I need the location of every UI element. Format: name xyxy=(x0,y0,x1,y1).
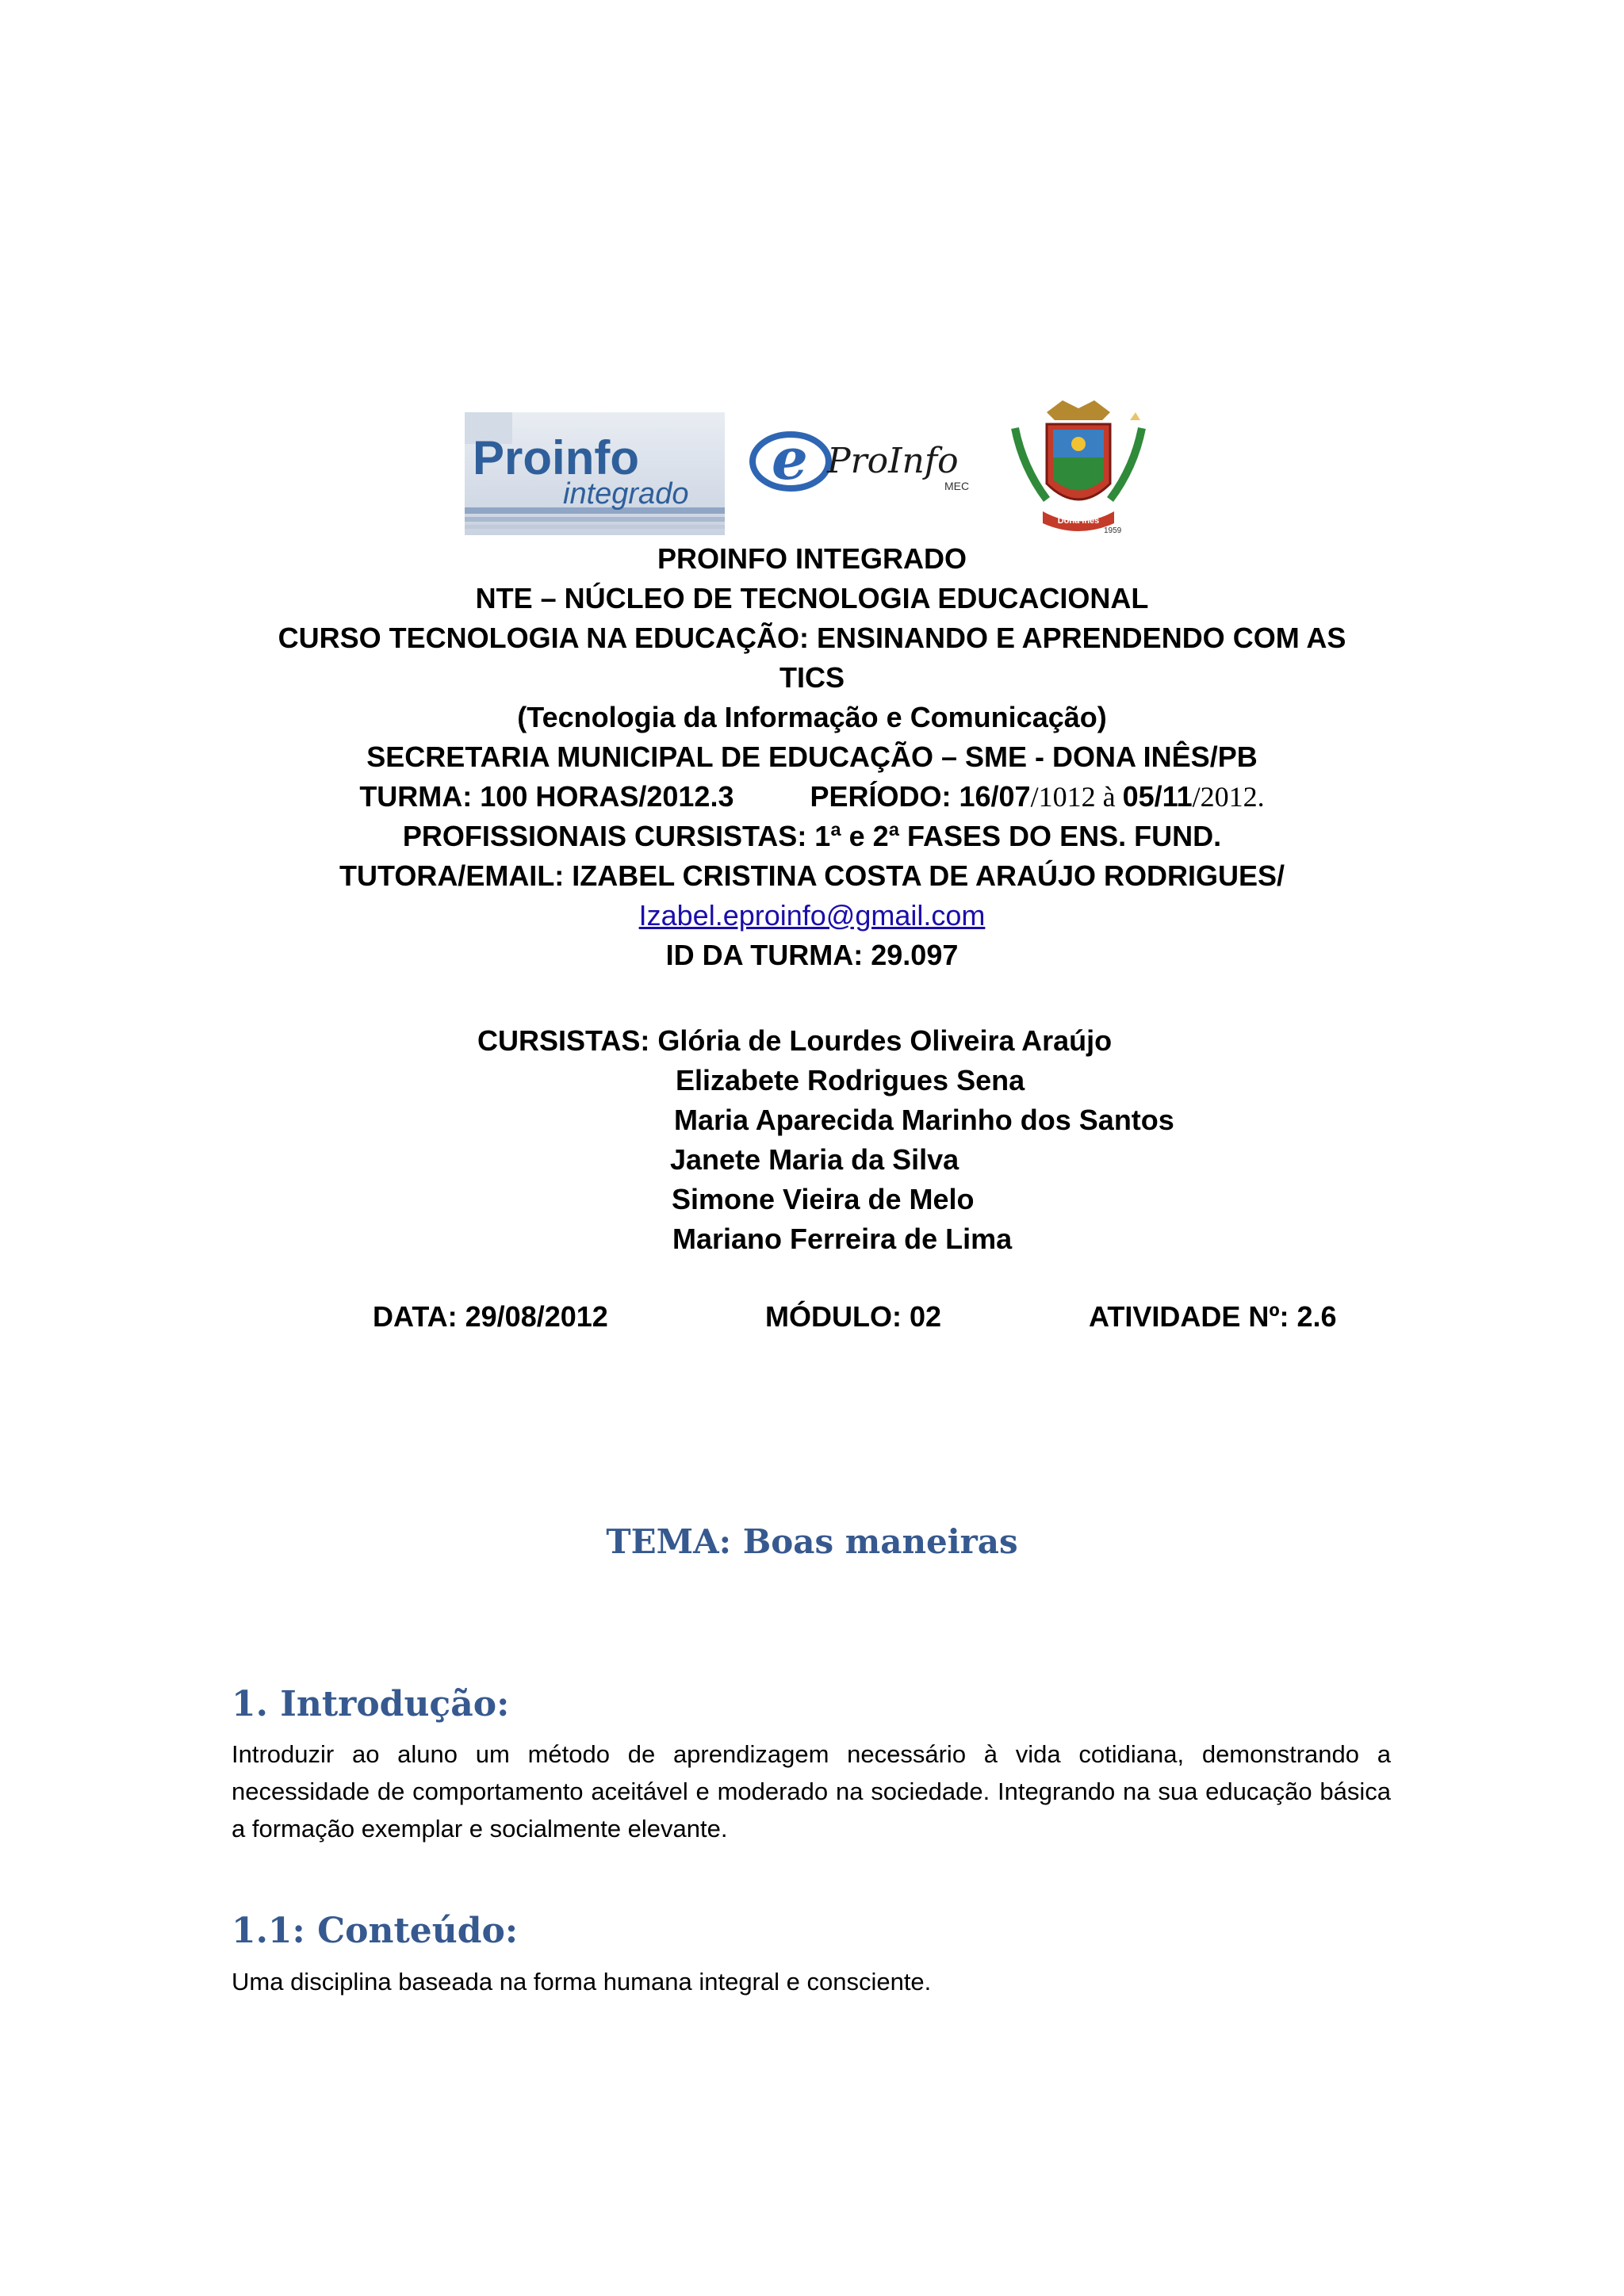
svg-text:e: e xyxy=(772,425,808,492)
introducao-heading: 1. Introdução: xyxy=(232,1684,510,1724)
data-field: DATA: 29/08/2012 xyxy=(373,1300,608,1333)
proinfo-integrado-logo xyxy=(460,396,730,539)
header-line-tutora: TUTORA/EMAIL: IZABEL CRISTINA COSTA DE ARAÚJO RODRIGUES/ xyxy=(339,859,1285,892)
svg-text:1959: 1959 xyxy=(1104,526,1122,535)
header-line-curso: CURSO TECNOLOGIA NA EDUCAÇÃO: ENSINANDO E APRENDENDO COM AS xyxy=(278,622,1346,654)
header-line-profissionais: PROFISSIONAIS CURSISTAS: 1ª e 2ª FASES DO ENS. FUND. xyxy=(402,820,1222,852)
header-line-turma-periodo xyxy=(198,777,1426,817)
header-line-proinfo: PROINFO INTEGRADO xyxy=(657,542,967,575)
svg-text:Dona Inês: Dona Inês xyxy=(1057,516,1100,526)
header-line-tecnologia: (Tecnologia da Informação e Comunicação) xyxy=(517,701,1107,733)
svg-text:ProInfo: ProInfo xyxy=(827,441,959,481)
header-line-tics: TICS xyxy=(779,661,845,694)
svg-text:integrado: integrado xyxy=(563,477,689,511)
introducao-text: Introduzir ao aluno um método de aprendizagem necessário à vida cotidiana, demonstrando a necessidade de comportamento aceitável e moderado na sociedade. Integrando na sua educação básica a formação exemplar e socialmente elevante. xyxy=(232,1740,1391,1843)
course-header xyxy=(198,539,1426,975)
header-line-secretaria: SECRETARIA MUNICIPAL DE EDUCAÇÃO – SME - DONA INÊS/PB xyxy=(366,740,1258,773)
tema-heading: TEMA: Boas maneiras xyxy=(606,1522,1018,1561)
cursista-name: Elizabete Rodrigues Sena xyxy=(676,1064,1025,1096)
cursista-name: Simone Vieira de Melo xyxy=(672,1183,975,1215)
modulo-field: MÓDULO: 02 xyxy=(765,1300,942,1333)
header-line-nte: NTE – NÚCLEO DE TECNOLOGIA EDUCACIONAL xyxy=(475,582,1149,614)
periodo-end: 05/11 xyxy=(1122,780,1193,813)
atividade-field: ATIVIDADE Nº: 2.6 xyxy=(1089,1300,1337,1333)
cursista-name: Janete Maria da Silva xyxy=(670,1143,959,1176)
header-logos xyxy=(460,396,1158,539)
header-line-id-turma: ID DA TURMA: 29.097 xyxy=(665,939,959,971)
turma-text: TURMA: 100 HORAS/2012.3 xyxy=(359,780,734,813)
municipal-crest-icon xyxy=(999,396,1158,539)
conteudo-heading: 1.1: Conteúdo: xyxy=(232,1911,519,1951)
tutora-email-link[interactable]: Izabel.eproinfo@gmail.com xyxy=(638,899,986,932)
periodo-year-start: /1012 à xyxy=(1030,781,1123,813)
svg-text:Proinfo: Proinfo xyxy=(473,431,639,484)
periodo-year-end: /2012. xyxy=(1192,781,1265,813)
cursista-name: Maria Aparecida Marinho dos Santos xyxy=(674,1104,1174,1136)
cursista-name: Mariano Ferreira de Lima xyxy=(672,1223,1013,1255)
eproinfo-logo xyxy=(749,412,987,507)
svg-text:MEC: MEC xyxy=(944,480,970,492)
conteudo-text: Uma disciplina baseada na forma humana integral e consciente. xyxy=(232,1968,932,1996)
cursistas-label: CURSISTAS: Glória de Lourdes Oliveira Araújo xyxy=(477,1024,1113,1057)
periodo-text: PERÍODO: 16/07 xyxy=(810,780,1031,813)
